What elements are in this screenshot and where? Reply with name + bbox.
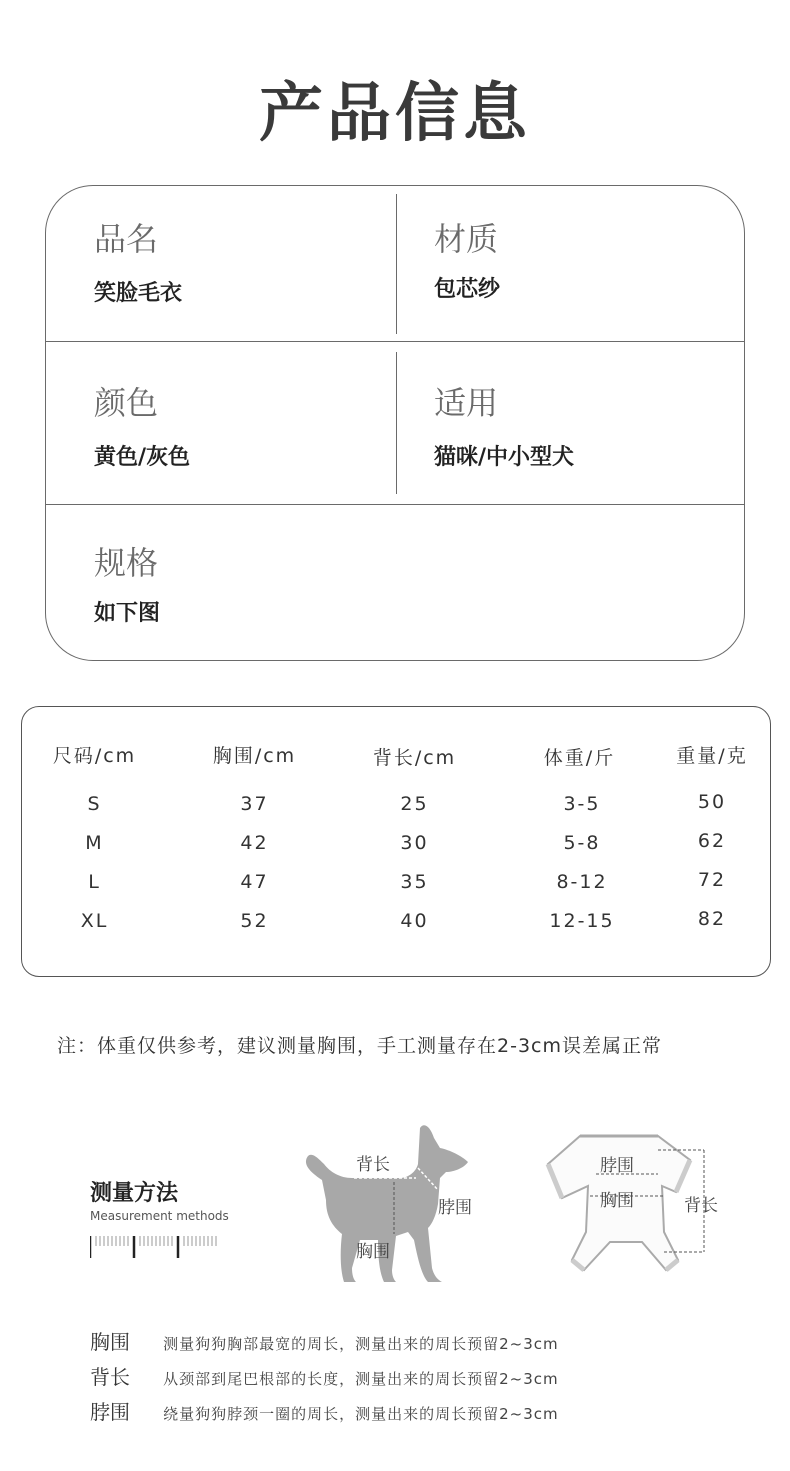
material-value: 包芯纱: [434, 277, 501, 302]
cell-size: S: [87, 793, 102, 815]
cell-weight: 3-5: [563, 793, 601, 815]
header-back: 背长/cm: [372, 747, 457, 769]
cell-weight: 12-15: [549, 910, 615, 932]
shirt-neck-label: 脖围: [600, 1156, 634, 1176]
cell-garment-weight: 50: [697, 791, 727, 813]
name-value: 笑脸毛衣: [94, 281, 183, 306]
product-info-card: [45, 185, 745, 661]
name-cell: [94, 214, 182, 307]
dog-neck-label: 脖围: [438, 1198, 472, 1218]
row-divider: [46, 341, 744, 342]
cell-size: XL: [80, 910, 109, 932]
cell-back: 30: [400, 832, 429, 854]
measure-title: 测量方法: [90, 1181, 179, 1206]
cell-garment-weight: 72: [697, 869, 727, 891]
size-table-card: [21, 706, 771, 977]
cell-garment-weight: 82: [697, 908, 727, 930]
cell-chest: 42: [240, 832, 269, 854]
header-chest: 胸围/cm: [212, 745, 297, 767]
material-cell: [434, 214, 500, 303]
desc-neck: [90, 1396, 559, 1425]
spec-value: 如下图: [94, 601, 161, 626]
cell-size: M: [85, 832, 104, 854]
cell-garment-weight: 62: [697, 830, 727, 852]
dog-chest-label: 胸围: [356, 1242, 390, 1262]
desc-term: 胸围: [90, 1330, 130, 1354]
desc-chest: [90, 1326, 559, 1355]
desc-text: 从颈部到尾巴根部的长度，测量出来的周长预留2~3cm: [163, 1370, 559, 1388]
desc-term: 脖围: [90, 1400, 130, 1424]
dog-back-label: 背长: [356, 1155, 390, 1175]
header-weight: 体重/斤: [543, 747, 616, 769]
cell-back: 35: [400, 871, 429, 893]
spec-cell: [94, 538, 160, 627]
cell-back: 25: [400, 793, 429, 815]
suitable-cell: [434, 378, 574, 471]
spec-label: 规格: [94, 544, 159, 582]
desc-text: 绕量狗狗脖颈一圈的周长，测量出来的周长预留2~3cm: [163, 1405, 559, 1423]
cell-chest: 47: [240, 871, 269, 893]
header-garment-weight: 重量/克: [676, 745, 748, 767]
shirt-chest-label: 胸围: [600, 1191, 634, 1211]
shirt-back-label: 背长: [684, 1196, 718, 1216]
page-title: 产品信息: [259, 77, 531, 151]
cell-back: 40: [400, 910, 429, 932]
cell-weight: 5-8: [563, 832, 601, 854]
name-label: 品名: [94, 220, 159, 258]
color-value: 黄色/灰色: [94, 445, 191, 470]
color-label: 颜色: [94, 384, 159, 422]
ruler-icon: [90, 1232, 220, 1258]
color-cell: [94, 378, 190, 471]
suitable-value: 猫咪/中小型犬: [434, 445, 575, 470]
measure-subtitle: Measurement methods: [90, 1209, 229, 1223]
desc-term: 背长: [90, 1365, 130, 1389]
row-divider: [46, 504, 744, 505]
column-divider: [396, 194, 397, 334]
header-size: 尺码/cm: [52, 745, 137, 767]
desc-back: [90, 1361, 559, 1390]
size-note: 注：体重仅供参考，建议测量胸围，手工测量存在2-3cm误差属正常: [57, 1035, 662, 1057]
material-label: 材质: [434, 220, 499, 258]
suitable-label: 适用: [434, 384, 499, 422]
column-divider: [396, 352, 397, 494]
cell-chest: 52: [240, 910, 269, 932]
cell-chest: 37: [240, 793, 269, 815]
cell-weight: 8-12: [556, 871, 608, 893]
desc-text: 测量狗狗胸部最宽的周长，测量出来的周长预留2~3cm: [163, 1335, 559, 1353]
cell-size: L: [88, 871, 101, 893]
